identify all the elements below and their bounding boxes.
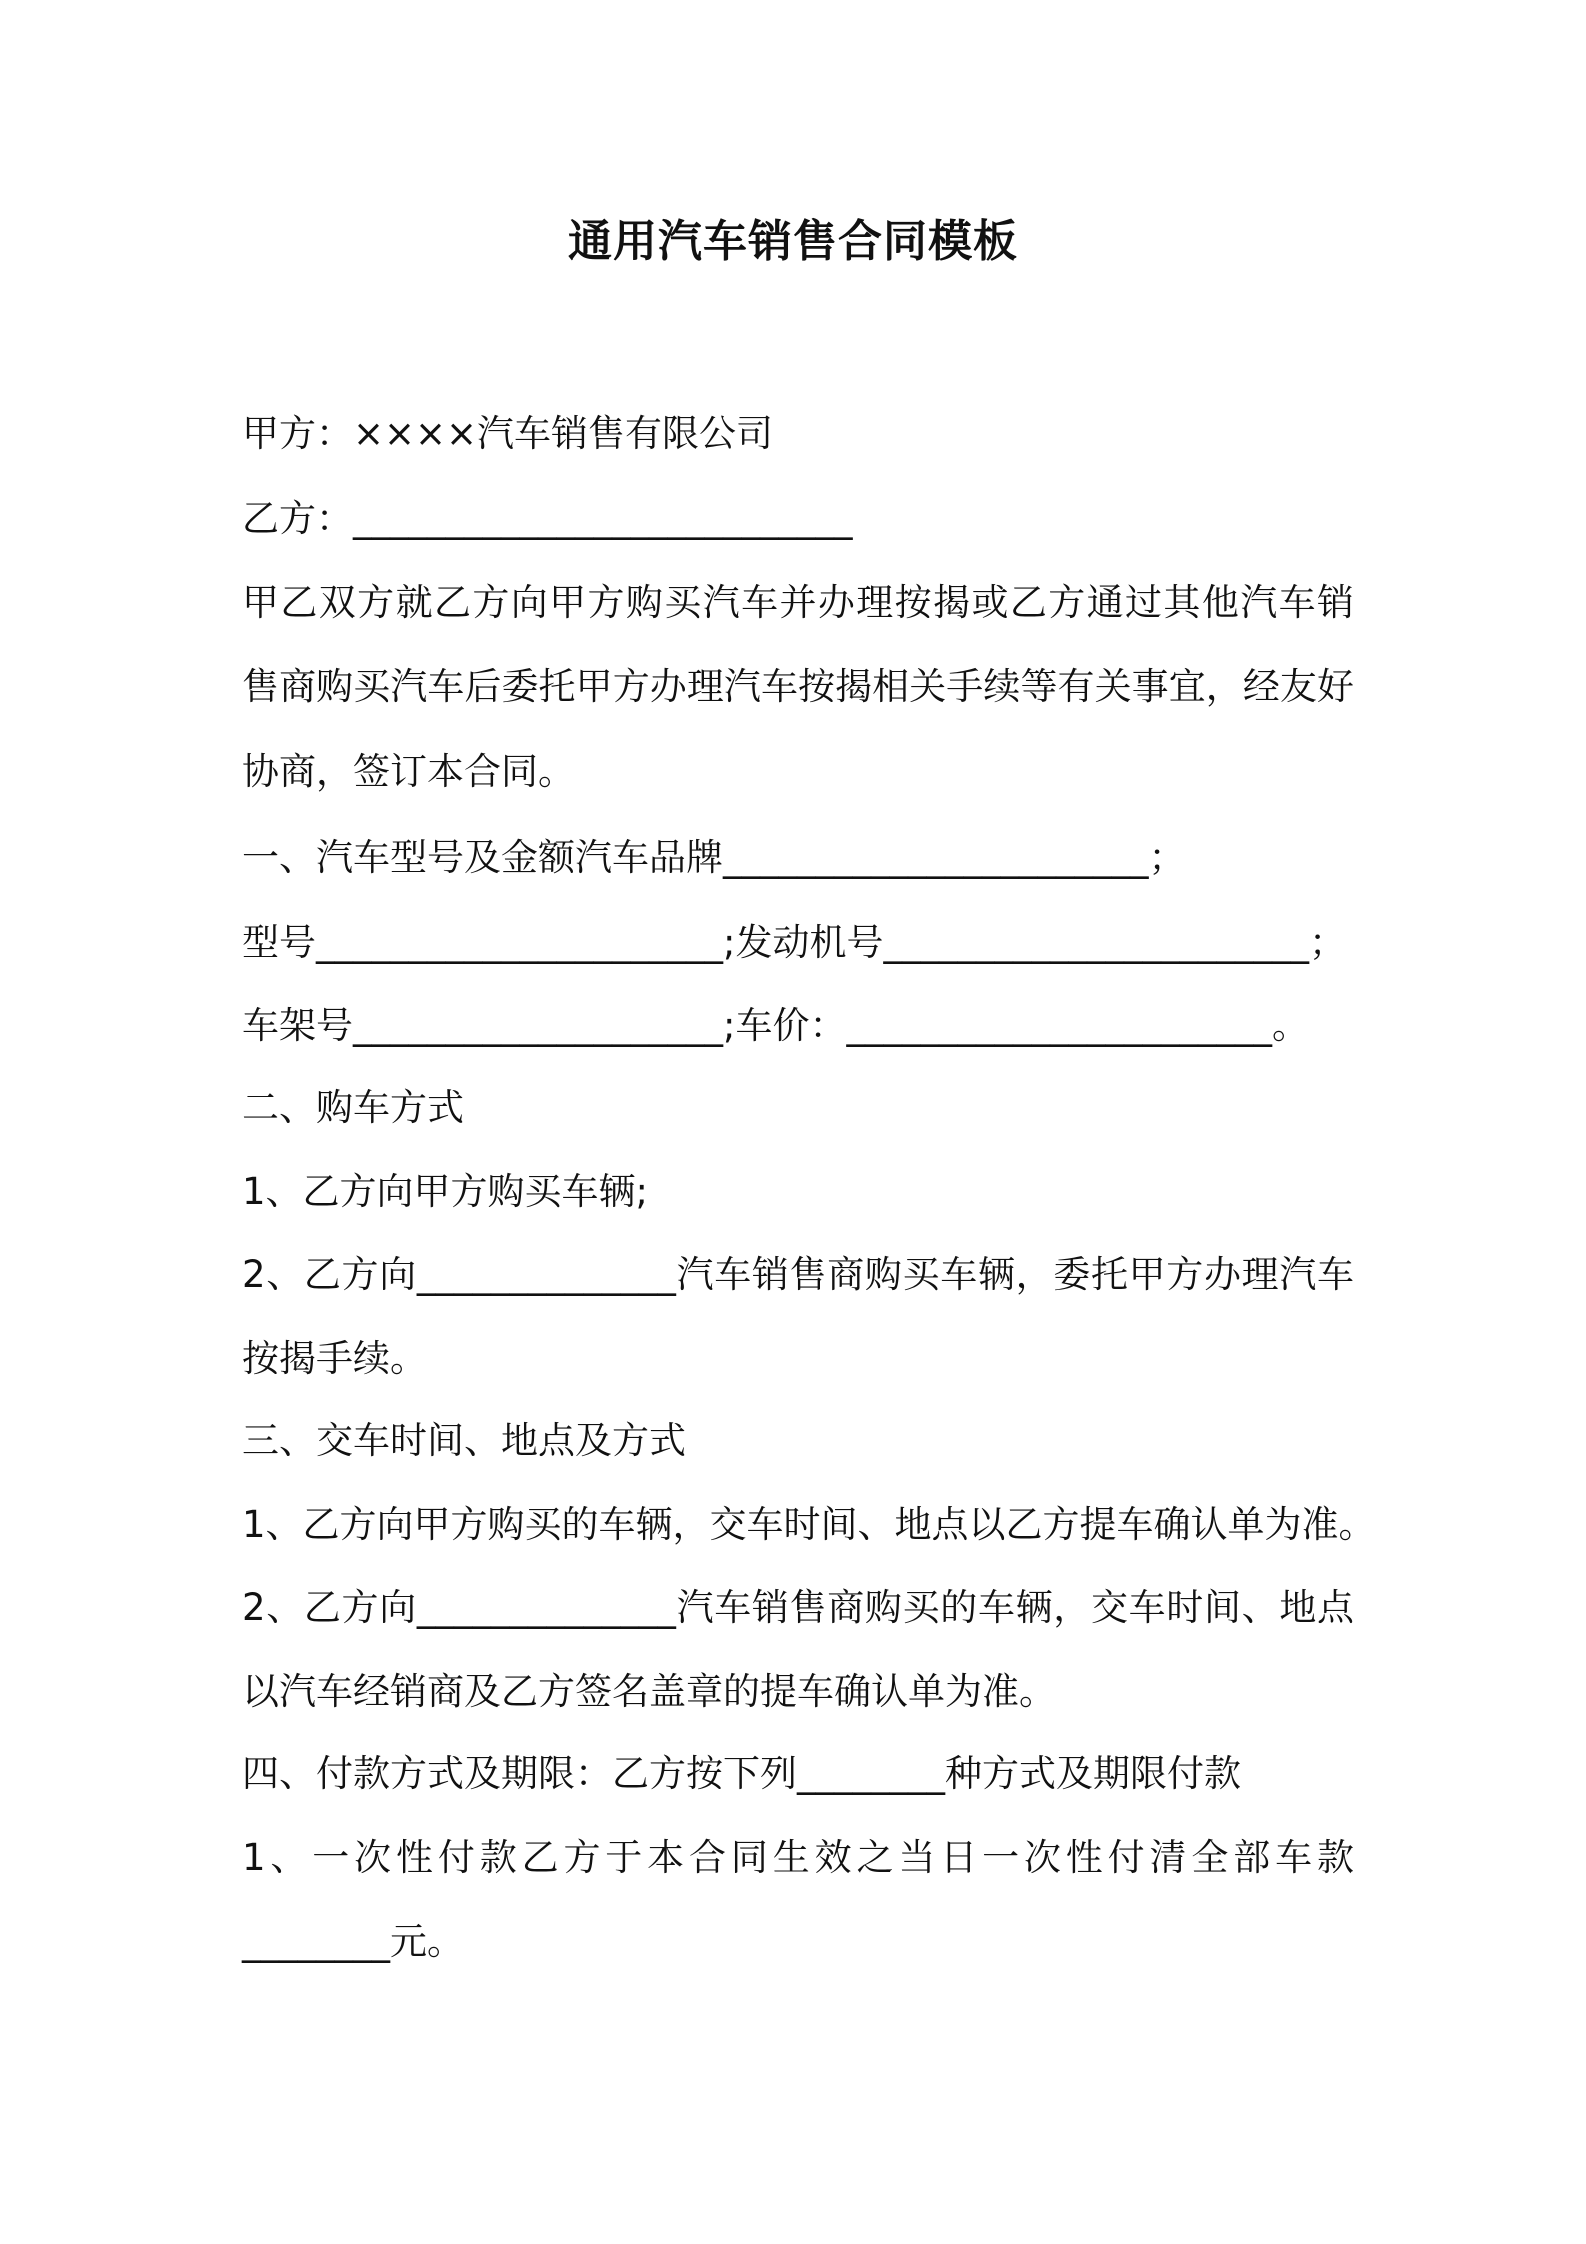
section1-heading-line: 一、汽车型号及金额汽车品牌_______________________；	[242, 836, 1186, 879]
section2-item1: 1、乙方向甲方购买车辆;	[242, 1170, 649, 1213]
section1-model-engine-line: 型号______________________;发动机号_______________________；	[242, 921, 1346, 964]
section2-item2-line-2: 按揭手续。	[242, 1337, 427, 1380]
section1-frame-price-line: 车架号____________________;车价：_______________________。	[242, 1004, 1309, 1047]
section4-item1-line-1: 1、一次性付款乙方于本合同生效之当日一次性付清全部车款	[242, 1836, 1354, 1879]
section3-item2-line-2: 以汽车经销商及乙方签名盖章的提车确认单为准。	[242, 1670, 1056, 1713]
party-a-line: 甲方：××××汽车销售有限公司	[242, 412, 774, 455]
document-title: 通用汽车销售合同模板	[568, 216, 1018, 267]
section3-heading: 三、交车时间、地点及方式	[242, 1419, 686, 1462]
section3-item2-line-1: 2、乙方向______________汽车销售商购买的车辆，交车时间、地点	[242, 1586, 1354, 1629]
section4-heading: 四、付款方式及期限：乙方按下列________种方式及期限付款	[242, 1752, 1241, 1795]
section3-item1: 1、乙方向甲方购买的车辆，交车时间、地点以乙方提车确认单为准。	[242, 1503, 1376, 1546]
intro-line-3: 协商，签订本合同。	[242, 750, 575, 793]
intro-line-1: 甲乙双方就乙方向甲方购买汽车并办理按揭或乙方通过其他汽车销	[242, 581, 1354, 624]
section4-item1-line-2: ________元。	[242, 1920, 464, 1963]
intro-line-2: 售商购买汽车后委托甲方办理汽车按揭相关手续等有关事宜，经友好	[242, 665, 1354, 708]
section2-item2-line-1: 2、乙方向______________汽车销售商购买车辆，委托甲方办理汽车	[242, 1253, 1354, 1296]
section2-heading: 二、购车方式	[242, 1086, 464, 1129]
party-b-line: 乙方：___________________________	[242, 497, 853, 540]
